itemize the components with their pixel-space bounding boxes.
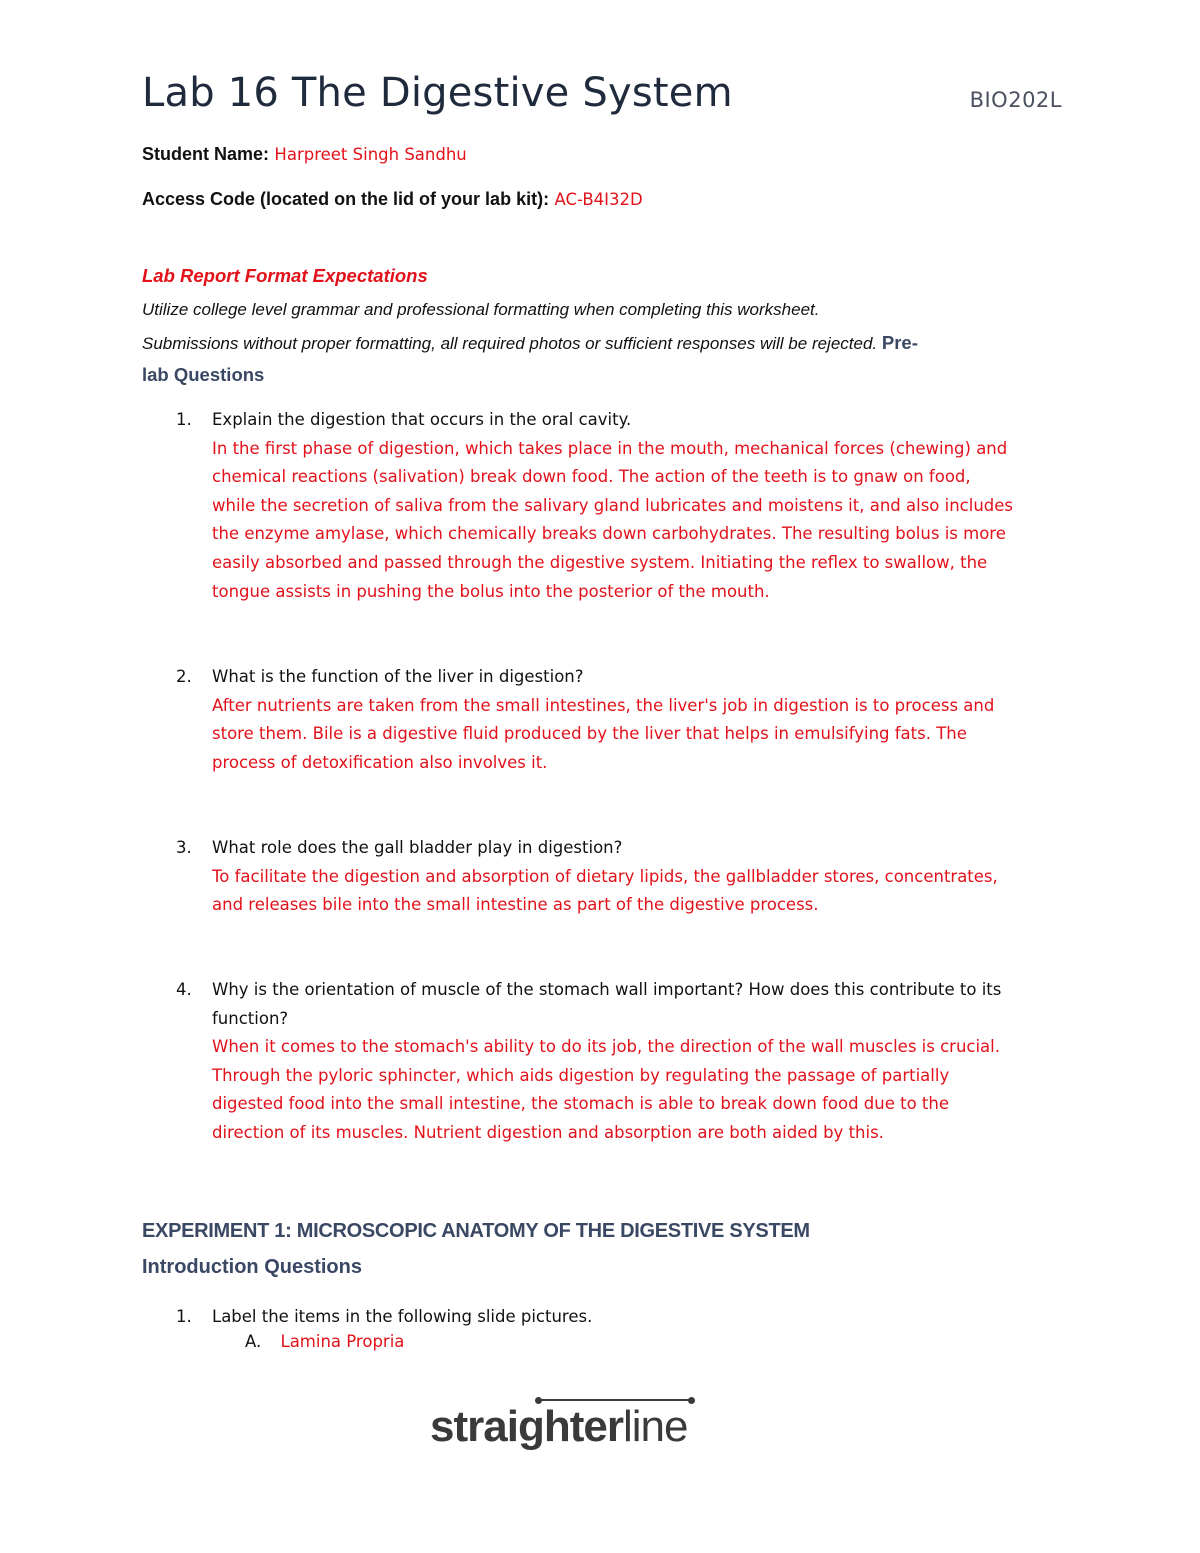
question-number: 2. bbox=[176, 667, 192, 686]
format-line-2 bbox=[142, 332, 918, 354]
answer-line: After nutrients are taken from the small intestines, the liver's job in digestion is to process and bbox=[212, 695, 995, 715]
answer-line: In the first phase of digestion, which takes place in the mouth, mechanical forces (chewing) and bbox=[212, 438, 1008, 458]
answer-line: store them. Bile is a digestive fluid produced by the liver that helps in emulsifying fats. The bbox=[212, 724, 967, 744]
sub-item-letter: A. bbox=[245, 1332, 262, 1351]
answer-line: process of detoxification also involves it. bbox=[212, 752, 548, 772]
course-code: BIO202L bbox=[969, 88, 1062, 112]
format-line-1: Utilize college level grammar and professional formatting when completing this worksheet. bbox=[142, 300, 820, 319]
answer-line: while the secretion of saliva from the salivary gland lubricates and moistens it, and also includes bbox=[212, 495, 1014, 515]
question-text: function? bbox=[212, 1008, 289, 1028]
question-text: What is the function of the liver in digestion? bbox=[212, 667, 584, 686]
logo-text-light: line bbox=[622, 1402, 688, 1451]
straighterline-logo bbox=[430, 1398, 760, 1458]
experiment-heading: EXPERIMENT 1: MICROSCOPIC ANATOMY OF THE DIGESTIVE SYSTEM bbox=[142, 1220, 810, 1242]
student-name-row bbox=[142, 144, 467, 165]
access-code-value: AC-B4I32D bbox=[554, 190, 643, 209]
question-text: Label the items in the following slide pictures. bbox=[212, 1307, 593, 1326]
logo-rule bbox=[538, 1399, 692, 1401]
student-name-label: Student Name: bbox=[142, 144, 270, 164]
question-number: 3. bbox=[176, 838, 192, 857]
logo-text-bold: straighter bbox=[430, 1402, 623, 1451]
prelab-heading-start: Pre- bbox=[881, 332, 918, 353]
question-text: Why is the orientation of muscle of the stomach wall important? How does this contribute to its bbox=[212, 980, 1002, 999]
answer-line: To facilitate the digestion and absorption of dietary lipids, the gallbladder stores, concentrates, bbox=[212, 866, 998, 886]
answer-line: digested food into the small intestine, the stomach is able to break down food due to the bbox=[212, 1094, 950, 1114]
answer-line: chemical reactions (salivation) break down food. The action of the teeth is to gnaw on food, bbox=[212, 467, 971, 487]
answer-line: easily absorbed and passed through the digestive system. Initiating the reflex to swallow, the bbox=[212, 552, 988, 572]
introduction-heading: Introduction Questions bbox=[142, 1256, 362, 1278]
answer-line: Through the pyloric sphincter, which aids digestion by regulating the passage of partially bbox=[212, 1065, 950, 1085]
format-heading: Lab Report Format Expectations bbox=[142, 265, 428, 286]
answer-line: tongue assists in pushing the bolus into the posterior of the mouth. bbox=[212, 581, 770, 601]
logo-wordmark bbox=[430, 1402, 687, 1452]
access-code-label: Access Code (located on the lid of your lab kit): bbox=[142, 189, 550, 209]
question-number: 1. bbox=[176, 1307, 192, 1326]
question-number: 4. bbox=[176, 980, 192, 999]
access-code-row bbox=[142, 189, 643, 210]
answer-line: the enzyme amylase, which chemically breaks down carbohydrates. The resulting bolus is more bbox=[212, 524, 1006, 544]
logo-dot-right bbox=[688, 1397, 695, 1404]
answer-line: and releases bile into the small intestine as part of the digestive process. bbox=[212, 895, 819, 915]
sub-item-a bbox=[245, 1332, 404, 1351]
header bbox=[142, 70, 1062, 126]
question-text: Explain the digestion that occurs in the oral cavity. bbox=[212, 410, 632, 429]
prelab-heading-end: lab Questions bbox=[142, 364, 265, 385]
answer-line: direction of its muscles. Nutrient digestion and absorption are both aided by this. bbox=[212, 1122, 884, 1142]
question-number: 1. bbox=[176, 410, 192, 429]
format-line-2-text: Submissions without proper formatting, all required photos or sufficient responses will be rejected. bbox=[142, 334, 878, 353]
answer-line: When it comes to the stomach's ability to do its job, the direction of the wall muscles is crucial. bbox=[212, 1037, 1000, 1057]
page-title: Lab 16 The Digestive System bbox=[142, 70, 733, 116]
question-text: What role does the gall bladder play in digestion? bbox=[212, 838, 623, 857]
student-name-value: Harpreet Singh Sandhu bbox=[274, 145, 467, 164]
sub-item-answer: Lamina Propria bbox=[280, 1332, 405, 1351]
